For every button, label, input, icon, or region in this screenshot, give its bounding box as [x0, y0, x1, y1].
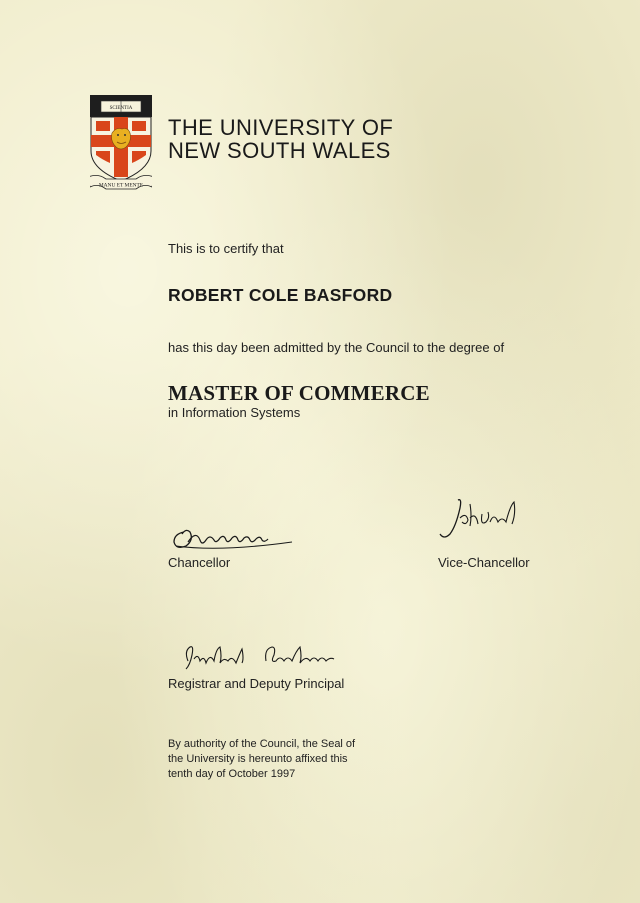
chancellor-title: Chancellor: [168, 555, 231, 570]
seal-statement: [168, 737, 355, 782]
recipient-name: ROBERT COLE BASFORD: [168, 285, 393, 305]
university-crest-icon: [90, 95, 152, 191]
degree-title: MASTER OF COMMERCE: [168, 381, 430, 405]
vice-chancellor-title: Vice-Chancellor: [438, 555, 530, 570]
seal-statement-line-1: By authority of the Council, the Seal of: [168, 738, 356, 750]
seal-statement-line-2: the University is hereunto affixed this: [168, 753, 348, 765]
registrar-title: Registrar and Deputy Principal: [168, 676, 345, 691]
institution-line-2: NEW SOUTH WALES: [168, 138, 391, 163]
degree-specialisation: in Information Systems: [168, 405, 301, 420]
admission-statement: has this day been admitted by the Council to the degree of: [168, 340, 505, 355]
seal-statement-line-3: tenth day of October 1997: [168, 768, 296, 780]
crest-motto-top: SCIENTIA: [109, 106, 133, 111]
chancellor-signature: [170, 522, 295, 554]
crest-motto-bottom: MANU ET MENTE: [98, 182, 144, 189]
institution-line-1: THE UNIVERSITY OF: [168, 115, 394, 140]
certify-statement: This is to certify that: [168, 241, 284, 256]
institution-name: [168, 116, 393, 162]
registrar-signature: [180, 641, 340, 671]
vice-chancellor-signature: [436, 496, 521, 544]
